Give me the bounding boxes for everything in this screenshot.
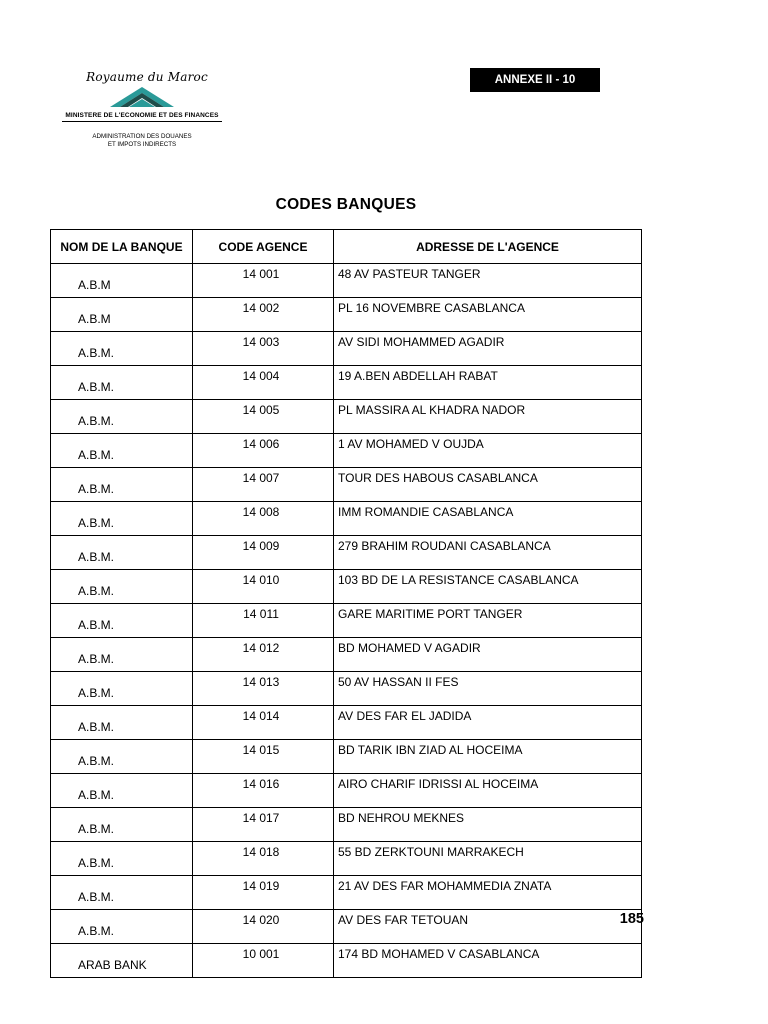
table-row xyxy=(51,264,642,298)
agency-address-cell: PL 16 NOVEMBRE CASABLANCA xyxy=(334,298,642,332)
table-row xyxy=(51,638,642,672)
table-row xyxy=(51,876,642,910)
table-row xyxy=(51,332,642,366)
agency-code-cell: 14 019 xyxy=(193,876,334,910)
annexe-badge: ANNEXE II - 10 xyxy=(470,68,600,92)
agency-code-cell: 14 001 xyxy=(193,264,334,298)
table-row xyxy=(51,808,642,842)
agency-code-cell: 14 007 xyxy=(193,468,334,502)
agency-address-cell: AIRO CHARIF IDRISSI AL HOCEIMA xyxy=(334,774,642,808)
table-row xyxy=(51,366,642,400)
agency-address-cell: 50 AV HASSAN II FES xyxy=(334,672,642,706)
agency-code-cell: 14 017 xyxy=(193,808,334,842)
table-row xyxy=(51,468,642,502)
agency-address-cell: AV DES FAR EL JADIDA xyxy=(334,706,642,740)
table-header-row xyxy=(51,230,642,264)
agency-code-cell: 14 011 xyxy=(193,604,334,638)
agency-code-cell: 14 004 xyxy=(193,366,334,400)
agency-code-cell: 14 014 xyxy=(193,706,334,740)
bank-name-cell: A.B.M. xyxy=(51,672,193,706)
logo-line-impots: ET IMPOTS INDIRECTS xyxy=(107,140,177,148)
agency-address-cell: 21 AV DES FAR MOHAMMEDIA ZNATA xyxy=(334,876,642,910)
agency-code-cell: 14 009 xyxy=(193,536,334,570)
agency-code-cell: 14 002 xyxy=(193,298,334,332)
agency-code-cell: 14 010 xyxy=(193,570,334,604)
table-row xyxy=(51,298,642,332)
table-row xyxy=(51,842,642,876)
table-row xyxy=(51,706,642,740)
bank-name-cell: A.B.M. xyxy=(51,706,193,740)
page-title: CODES BANQUES xyxy=(275,196,417,213)
agency-address-cell: PL MASSIRA AL KHADRA NADOR xyxy=(334,400,642,434)
bank-codes-table xyxy=(50,229,642,978)
bank-name-cell: A.B.M. xyxy=(51,842,193,876)
logo-script-text: Royaume du Maroc xyxy=(86,70,208,84)
page-number: 185 xyxy=(619,911,644,927)
agency-address-cell: AV DES FAR TETOUAN xyxy=(334,910,642,944)
bank-name-cell: A.B.M. xyxy=(51,468,193,502)
table-row xyxy=(51,910,642,944)
bank-name-cell: ARAB BANK xyxy=(51,944,193,978)
table-row xyxy=(51,400,642,434)
logo-ministry-text: MINISTERE DE L'ECONOMIE ET DES FINANCES xyxy=(62,112,222,122)
agency-address-cell: TOUR DES HABOUS CASABLANCA xyxy=(334,468,642,502)
logo-administration-text xyxy=(62,133,222,148)
agency-address-cell: BD NEHROU MEKNES xyxy=(334,808,642,842)
agency-code-cell: 14 015 xyxy=(193,740,334,774)
bank-name-cell: A.B.M. xyxy=(51,774,193,808)
bank-name-cell: A.B.M xyxy=(51,298,193,332)
column-header-bank-name: NOM DE LA BANQUE xyxy=(51,230,193,264)
logo-line-administration: ADMINISTRATION DES DOUANES xyxy=(92,133,192,140)
emblem-icon xyxy=(102,85,182,111)
table-row xyxy=(51,536,642,570)
table-body xyxy=(51,264,642,978)
table-row xyxy=(51,570,642,604)
bank-name-cell: A.B.M. xyxy=(51,366,193,400)
bank-name-cell: A.B.M xyxy=(51,264,193,298)
agency-code-cell: 14 016 xyxy=(193,774,334,808)
agency-code-cell: 14 020 xyxy=(193,910,334,944)
agency-address-cell: 55 BD ZERKTOUNI MARRAKECH xyxy=(334,842,642,876)
bank-name-cell: A.B.M. xyxy=(51,400,193,434)
bank-name-cell: A.B.M. xyxy=(51,434,193,468)
bank-name-cell: A.B.M. xyxy=(51,502,193,536)
bank-name-cell: A.B.M. xyxy=(51,570,193,604)
agency-code-cell: 10 001 xyxy=(193,944,334,978)
agency-code-cell: 14 006 xyxy=(193,434,334,468)
agency-code-cell: 14 018 xyxy=(193,842,334,876)
table-row xyxy=(51,740,642,774)
agency-code-cell: 14 008 xyxy=(193,502,334,536)
bank-name-cell: A.B.M. xyxy=(51,910,193,944)
column-header-agency-code: CODE AGENCE xyxy=(193,230,334,264)
agency-address-cell: 19 A.BEN ABDELLAH RABAT xyxy=(334,366,642,400)
agency-address-cell: GARE MARITIME PORT TANGER xyxy=(334,604,642,638)
agency-address-cell: 103 BD DE LA RESISTANCE CASABLANCA xyxy=(334,570,642,604)
agency-address-cell: IMM ROMANDIE CASABLANCA xyxy=(334,502,642,536)
table-row xyxy=(51,672,642,706)
bank-name-cell: A.B.M. xyxy=(51,332,193,366)
agency-address-cell: BD TARIK IBN ZIAD AL HOCEIMA xyxy=(334,740,642,774)
agency-code-cell: 14 013 xyxy=(193,672,334,706)
agency-address-cell: 174 BD MOHAMED V CASABLANCA xyxy=(334,944,642,978)
agency-address-cell: AV SIDI MOHAMMED AGADIR xyxy=(334,332,642,366)
table-row xyxy=(51,604,642,638)
bank-name-cell: A.B.M. xyxy=(51,604,193,638)
agency-code-cell: 14 012 xyxy=(193,638,334,672)
table-row xyxy=(51,502,642,536)
agency-address-cell: 1 AV MOHAMED V OUJDA xyxy=(334,434,642,468)
agency-code-cell: 14 003 xyxy=(193,332,334,366)
agency-code-cell: 14 005 xyxy=(193,400,334,434)
column-header-agency-address: ADRESSE DE L'AGENCE xyxy=(334,230,642,264)
bank-name-cell: A.B.M. xyxy=(51,876,193,910)
agency-address-cell: BD MOHAMED V AGADIR xyxy=(334,638,642,672)
table-row xyxy=(51,774,642,808)
bank-name-cell: A.B.M. xyxy=(51,638,193,672)
agency-address-cell: 48 AV PASTEUR TANGER xyxy=(334,264,642,298)
agency-address-cell: 279 BRAHIM ROUDANI CASABLANCA xyxy=(334,536,642,570)
table-row xyxy=(51,434,642,468)
table-row xyxy=(51,944,642,978)
bank-name-cell: A.B.M. xyxy=(51,808,193,842)
ministry-logo xyxy=(62,68,222,154)
bank-name-cell: A.B.M. xyxy=(51,536,193,570)
bank-name-cell: A.B.M. xyxy=(51,740,193,774)
